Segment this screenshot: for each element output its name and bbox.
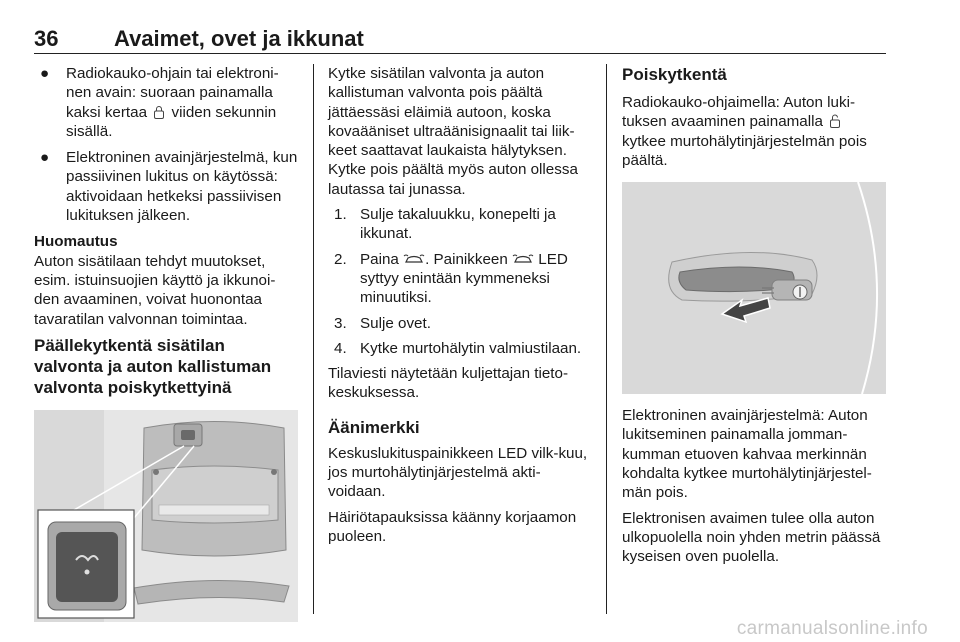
fault-paragraph: Häiriötapauksissa käänny korjaamon puoleen. xyxy=(328,508,577,545)
bullet-dot: ● xyxy=(40,65,50,82)
lock-icon xyxy=(151,105,167,119)
step-text-c: LED syttyy enintään kymmeneksi minuutiksi. xyxy=(360,250,568,307)
led-paragraph: Keskuslukituspainikkeen LED vilk-kuu, jos murtohälytinjärjestelmä akti-voidaan. xyxy=(328,444,588,501)
step-text: Kytke murtohälytin valmiustilaan. xyxy=(360,339,582,357)
bullet-text: Radiokauko-ohjain tai elektroni-nen avain: suoraan painamalla kaksi kertaa xyxy=(66,65,279,121)
keyless-paragraph: Elektroninen avainjärjestelmä: Auton lukitseminen painamalla jomman-kumman etuoven kahvaa merkinnän kohdalta kytkee murtohälytinjärjestel-män pois. xyxy=(622,407,872,502)
car-alarm-icon xyxy=(512,252,534,266)
step-text-a: Paina xyxy=(360,250,404,268)
remote-text: Radiokauko-ohjaimella: Auton luki-tuksen avaaminen painamalla xyxy=(622,94,856,131)
watermark: carmanualsonline.info xyxy=(736,618,928,639)
distance-paragraph: Elektronisen avaimen tulee olla auton ulkopuolella noin yhden metrin päässä kyseisen oven puolella. xyxy=(622,509,881,566)
car-alarm-icon xyxy=(403,252,425,266)
intro-paragraph: Kytke sisätilan valvonta ja auton kallistuman valvonta pois päältä jättäessäsi eläimiä autoon, koska kovaääniset ultraäänisignaalit tai liik-keet saattavat laukaista hälytyksen. Kytke pois päältä myös auton ollessa lautassa tai junassa. xyxy=(328,65,578,198)
list-item xyxy=(334,339,588,358)
list-item xyxy=(34,64,298,141)
list-item xyxy=(334,314,588,333)
remote-paragraph xyxy=(622,93,886,170)
list-item xyxy=(334,250,588,308)
list-item xyxy=(34,148,298,225)
remote-text-end: kytkee murtohälytinjärjestelmän pois päältä. xyxy=(622,132,867,169)
step-number: 1. xyxy=(334,206,347,224)
column-1 xyxy=(34,64,298,622)
page-header xyxy=(34,28,886,54)
step-text: Sulje takaluukku, konepelti ja ikkunat. xyxy=(360,206,556,243)
page-number: 36 xyxy=(34,26,59,51)
unlock-icon xyxy=(827,114,843,128)
status-message-paragraph: Tilaviesti näytetään kuljettajan tieto-keskuksessa. xyxy=(328,365,569,402)
list-item xyxy=(334,205,588,244)
column-divider-1 xyxy=(313,64,314,614)
step-number: 3. xyxy=(334,314,347,332)
chapter-title: Avaimet, ovet ja ikkunat xyxy=(114,26,364,51)
interior-roof-console-illustration xyxy=(34,410,298,622)
bullet-text-end: viiden sekunnin sisällä. xyxy=(66,103,277,140)
column-3 xyxy=(622,64,886,573)
step-text-b: . Painikkeen xyxy=(425,250,513,268)
section-heading: Poiskytkentä xyxy=(622,65,727,84)
column-2 xyxy=(328,64,588,552)
bullet-dot: ● xyxy=(40,149,50,167)
step-number: 4. xyxy=(334,339,347,357)
column-divider-2 xyxy=(606,64,607,614)
step-text: Sulje ovet. xyxy=(360,314,431,332)
section-heading: Päällekytkentä sisätilan valvonta ja auton kallistuman valvonta poiskytkettyinä xyxy=(34,335,272,397)
door-handle-illustration xyxy=(622,182,886,394)
step-number: 2. xyxy=(334,250,347,268)
note-title: Huomautus xyxy=(34,233,118,251)
bullet-text: Elektroninen avainjärjestelmä, kun passiivinen lukitus on käytössä: aktivoidaan hetkeksi passiivisen lukituksen jälkeen. xyxy=(66,149,298,225)
section-heading: Äänimerkki xyxy=(328,417,420,437)
note-text: Auton sisätilaan tehdyt muutokset, esim. istuinsuojien käyttö ja ikkunoi-den avaaminen, voivat huonontaa tavaratilan valvonnan toimintaa. xyxy=(34,252,276,328)
